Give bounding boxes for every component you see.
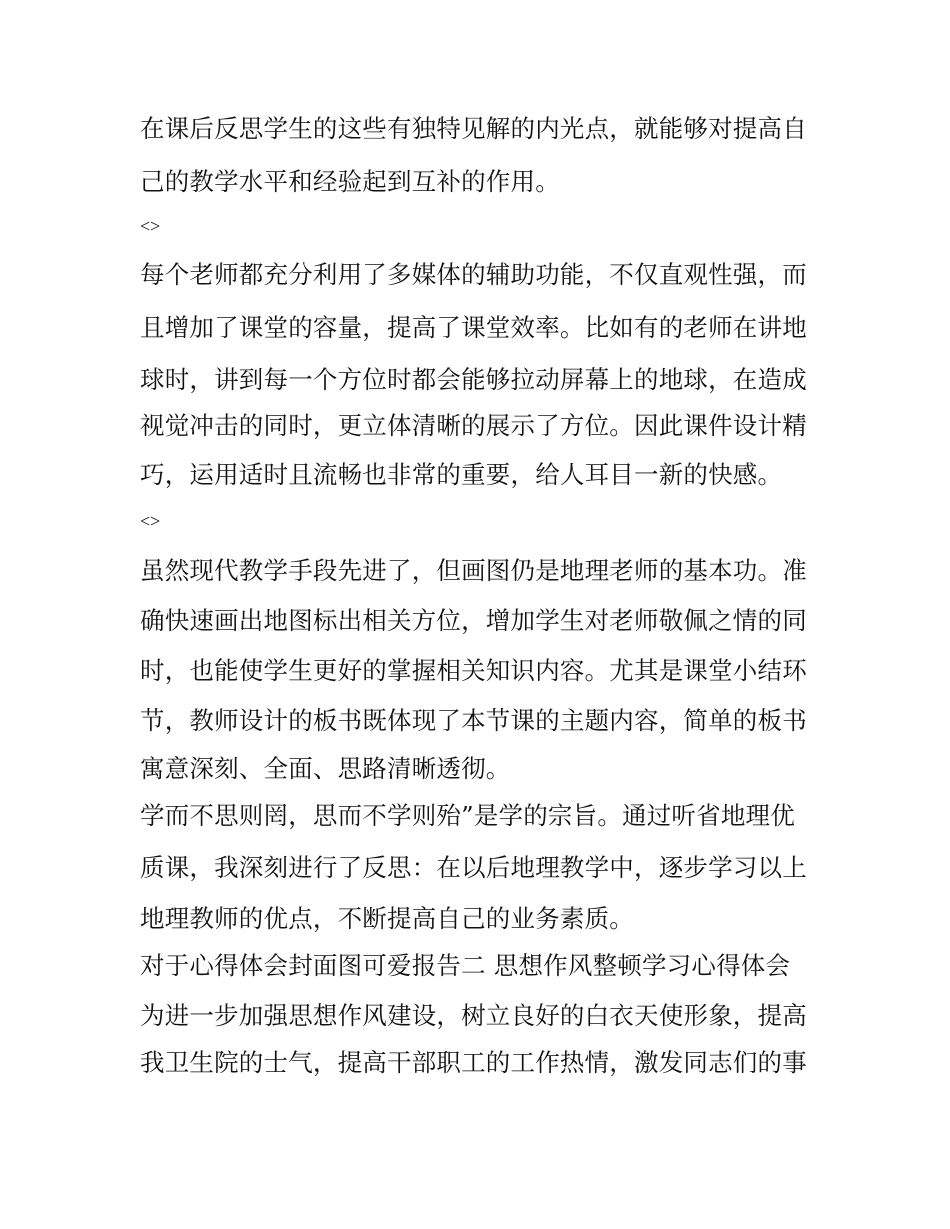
- text-line: 巧，运用适时且流畅也非常的重要，给人耳目一新的快感。: [140, 460, 783, 489]
- section-marker: <>: [140, 511, 161, 531]
- section-marker: <>: [140, 216, 161, 236]
- text-line: 且增加了课堂的容量，提高了课堂效率。比如有的老师在讲地: [140, 313, 807, 342]
- text-line: 虽然现代教学手段先进了，但画图仍是地理老师的基本功。准: [140, 556, 807, 585]
- text-line: 在课后反思学生的这些有独特见解的内光点，就能够对提高自: [140, 114, 807, 143]
- text-line: 每个老师都充分利用了多媒体的辅助功能，不仅直观性强，而: [140, 260, 807, 289]
- text-line: 球时，讲到每一个方位时都会能够拉动屏幕上的地球，在造成: [140, 365, 807, 394]
- text-line: 己的教学水平和经验起到互补的作用。: [140, 167, 560, 196]
- text-line: 节，教师设计的板书既体现了本节课的主题内容，简单的板书: [140, 706, 807, 735]
- text-line: 地理教师的优点，不断提高自己的业务素质。: [140, 904, 634, 933]
- text-line: 学而不思则罔，思而不学则殆”是学的宗旨。通过听省地理优: [140, 801, 795, 830]
- text-line: 对于心得体会封面图可爱报告二 思想作风整顿学习心得体会: [140, 951, 791, 980]
- text-line: 质课，我深刻进行了反思：在以后地理教学中，逐步学习以上: [140, 853, 807, 882]
- text-line: 确快速画出地图标出相关方位，增加学生对老师敬佩之情的同: [140, 606, 807, 635]
- text-line: 时，也能使学生更好的掌握相关知识内容。尤其是课堂小结环: [140, 656, 807, 685]
- text-line: 寓意深刻、全面、思路清晰透彻。: [140, 754, 511, 783]
- text-line: 为进一步加强思想作风建设，树立良好的白衣天使形象，提高: [140, 1001, 807, 1030]
- text-line: 我卫生院的士气，提高干部职工的工作热情，激发同志们的事: [140, 1048, 807, 1077]
- text-line: 视觉冲击的同时，更立体清晰的展示了方位。因此课件设计精: [140, 411, 807, 440]
